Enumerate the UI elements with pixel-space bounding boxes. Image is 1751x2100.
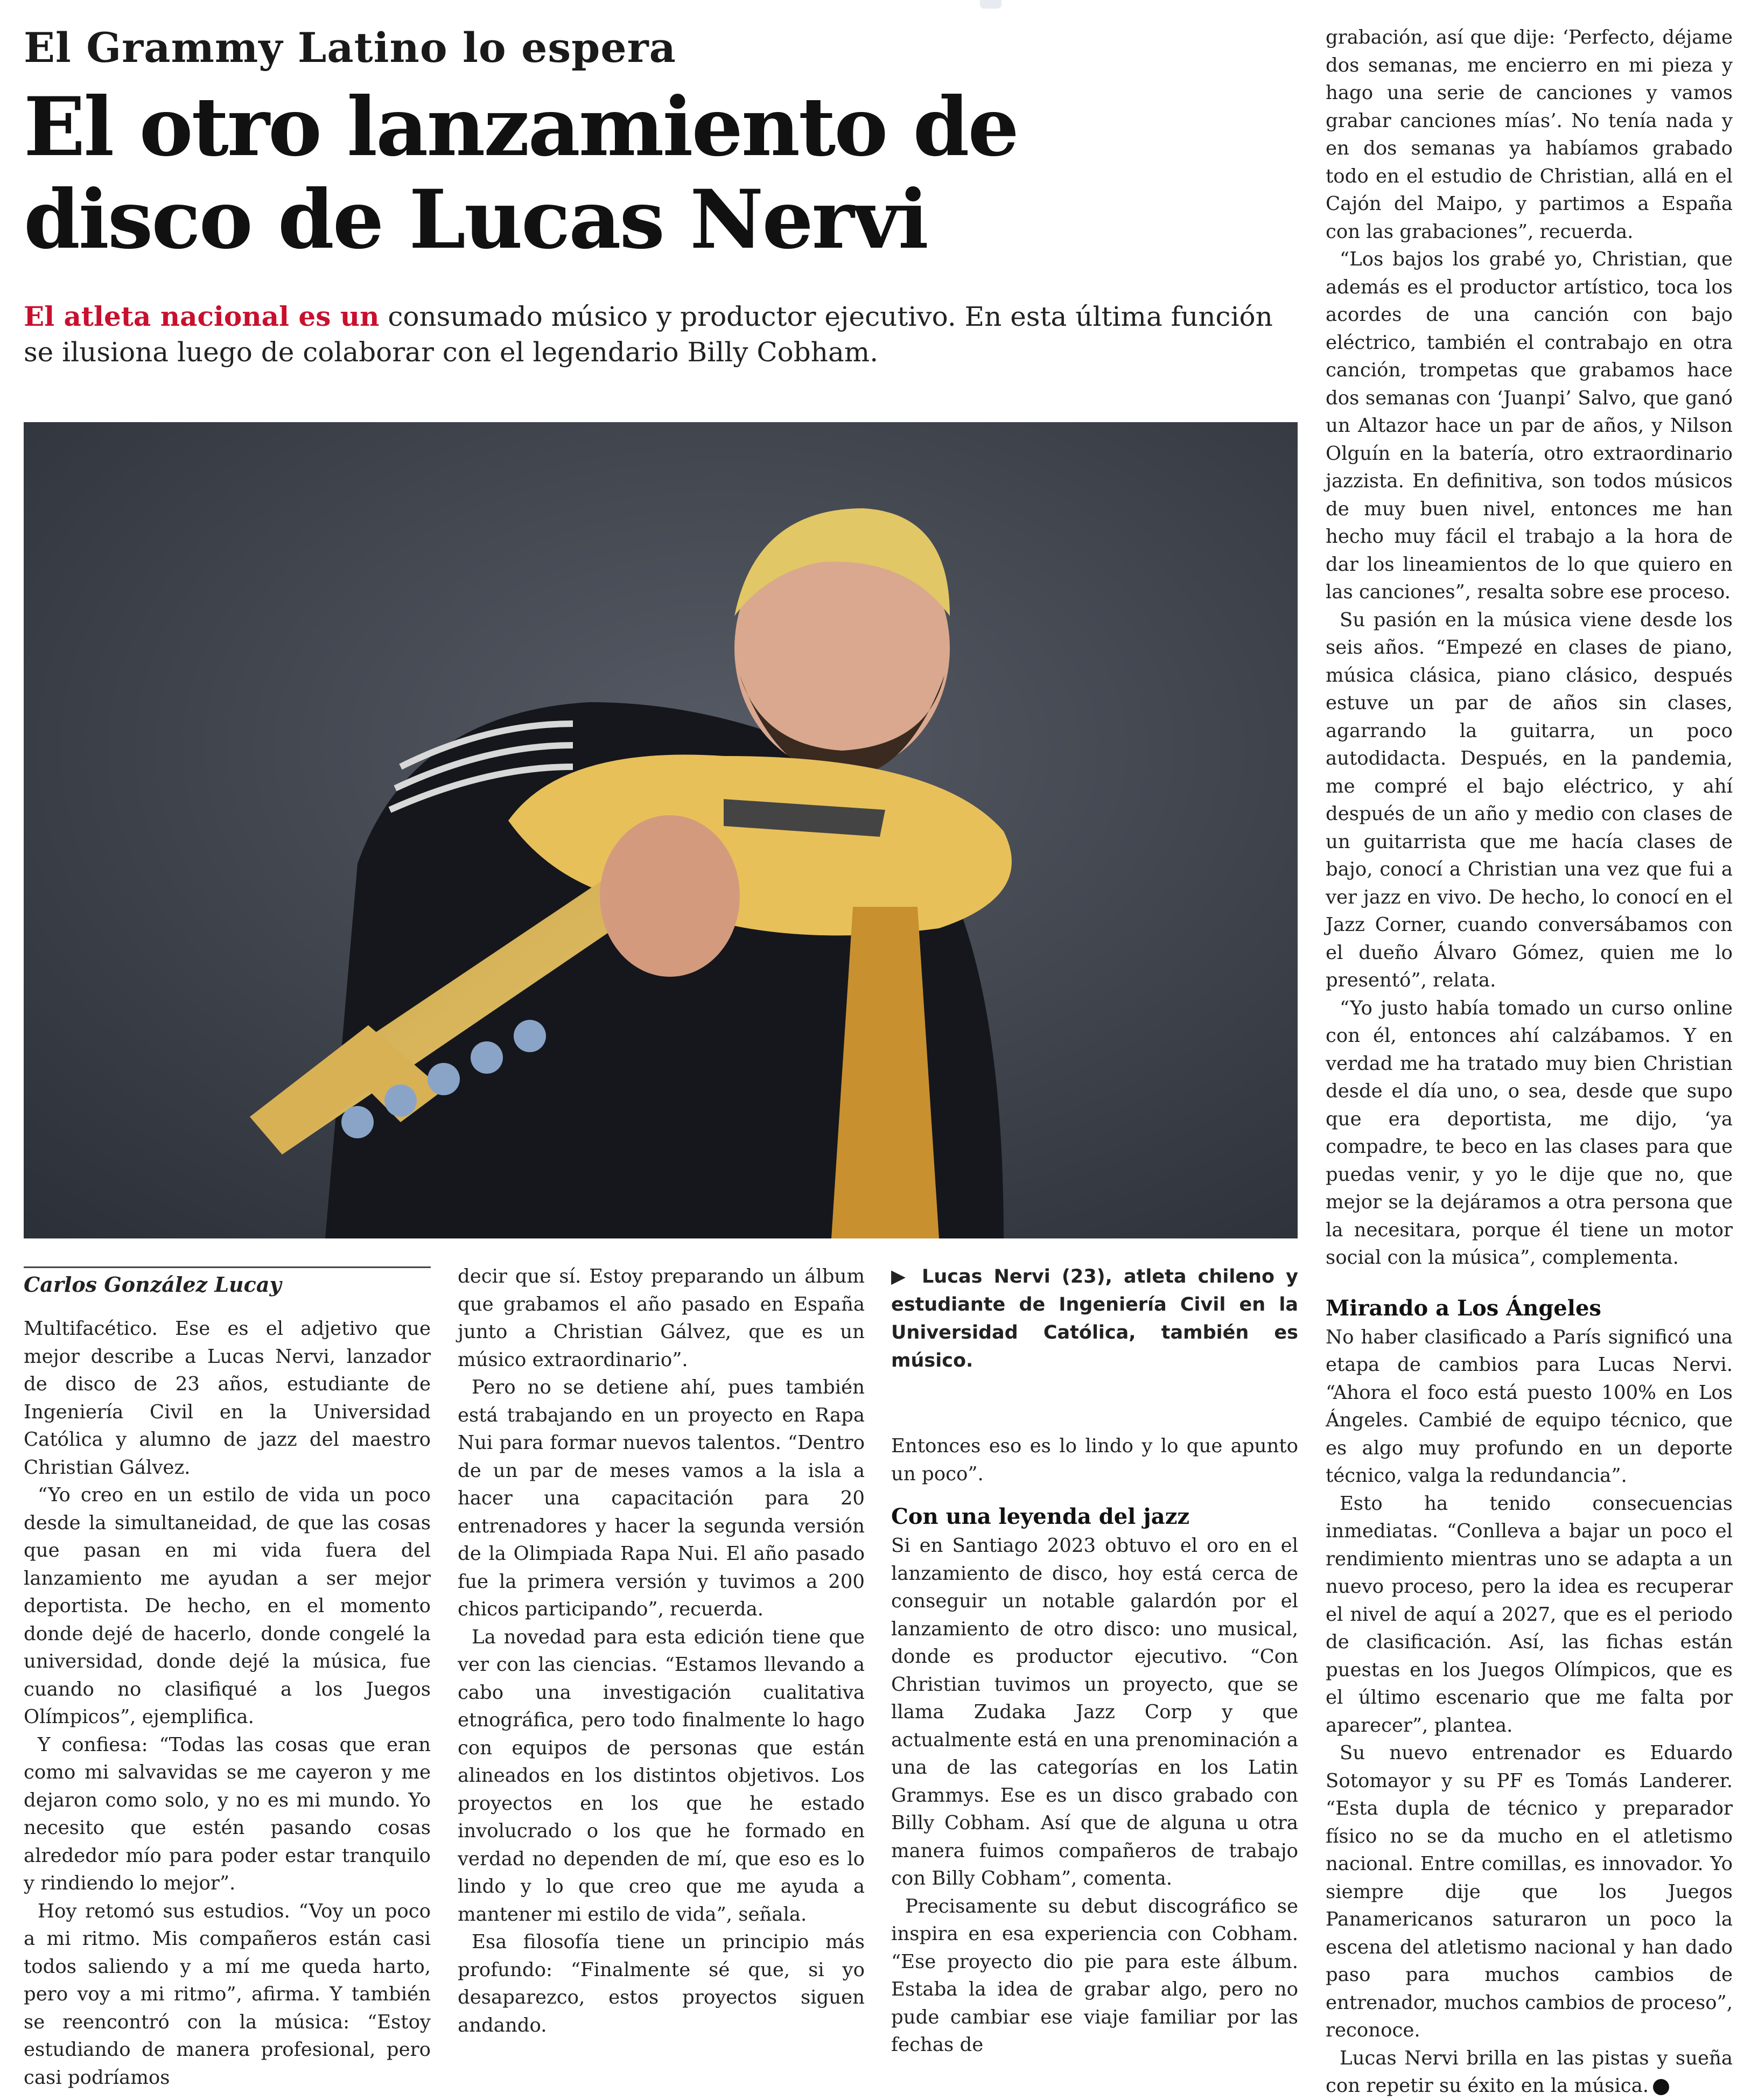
article-column-3 <box>891 1432 1298 2056</box>
end-mark-icon <box>1653 2079 1669 2095</box>
photo-illustration <box>24 422 1298 1238</box>
paragraph: grabación, así que dije: ‘Perfecto, déjame dos semanas, me encierro en mi pieza y hago una serie de canciones y vamos grabar canciones mías’. No tenía nada y en dos semanas ya habíamos grabado todo en el estudio de Christian, allá en el Cajón del Maipo, y partimos a España con las grabaciones”, recuerda. <box>1326 26 1733 243</box>
paragraph: Pero no se detiene ahí, pues también está trabajando en un proyecto en Rapa Nui para formar nuevos talentos. “Dentro de un par de meses vamos a la isla a hacer una capacitación para 20 entrenadores y hacer la segunda versión de la Olimpiada Rapa Nui. El año pasado fue la primera versión y tuvimos a 200 chicos participando”, recuerda. <box>458 1376 865 1620</box>
paragraph: decir que sí. Estoy preparando un álbum que grabamos el año pasado en España junto a Christian Gálvez, que es un músico extraordinario”. <box>458 1265 865 1371</box>
section-heading: Con una leyenda del jazz <box>891 1504 1190 1529</box>
paragraph: Multifacético. Ese es el adjetivo que mejor describe a Lucas Nervi, lanzador de disco de 23 años, estudiante de Ingeniería Civil en la Universidad Católica y alumno de jazz del maestro Christian Gálvez. <box>24 1318 431 1479</box>
closing-text: Lucas Nervi brilla en las pistas y sueña con repetir su éxito en la música. <box>1326 2047 1733 2097</box>
paragraph: Esa filosofía tiene un principio más profundo: “Finalmente sé que, si yo desaparezco, estos proyectos siguen andando. <box>458 1931 865 2036</box>
paragraph: Si en Santiago 2023 obtuvo el oro en el lanzamiento de disco, hoy está cerca de conseguir un notable galardón por el lanzamiento de otro disco: uno musical, donde es productor ejecutivo. “Con Christian tuvimos un proyecto, que se llama Zudaka Jazz Corp y que actualmente está en una prenominación a una de las categorías en los Latin Grammys. Ese es un disco grabado con Billy Cobham. Así que de alguna u otra manera fuimos compañeros de trabajo con Billy Cobham”, comenta. <box>891 1535 1298 1889</box>
paragraph: Precisamente su debut discográfico se inspira en esa experiencia con Cobham. “Ese proyecto dio pie para este álbum. Estaba la idea de grabar algo, pero no pude cambiar ese viaje familiar por las fechas de <box>891 1895 1298 2056</box>
paragraph: Su pasión en la música viene desde los seis años. “Empezé en clases de piano, música clásica, piano clásico, después estuve un par de años sin clases, agarrando la guitarra, un poco autodidacta. Después, en la pandemia, me compré el bajo eléctrico, y ahí después de un año y medio con clases de un guitarrista que me hacía clases de bajo, conocí a Christian una vez que fui a ver jazz en vivo. De hecho, lo conocí en el Jazz Corner, cuando conversábamos con el dueño Álvaro Gómez, quien me lo presentó”, relata. <box>1326 608 1733 991</box>
paragraph: Hoy retomó sus estudios. “Voy un poco a mi ritmo. Mis compañeros están casi todos saliendo y a mí me queda harto, pero voy a mi ritmo”, afirma. Y también se reencontró con la música: “Estoy estudiando de manera profesional, pero casi podríamos <box>24 1900 431 2089</box>
deck-lead: El atleta nacional es un <box>24 300 380 332</box>
paragraph: “Yo creo en un estilo de vida un poco desde la simultaneidad, de que las cosas que pasan en mi vida fuera del lanzamiento me ayudan a ser mejor deportista. De hecho, en el momento donde dejé de hacerlo, donde congelé la universidad, donde dejé la música, fue cuando no clasifiqué a los Juegos Olímpicos”, ejemplifica. <box>24 1484 431 1728</box>
headline: El otro lanzamiento de disco de Lucas Nervi <box>24 80 1018 267</box>
paragraph: “Yo justo había tomado un curso online con él, entonces ahí calzábamos. Y en verdad me ha tratado muy bien Christian desde el día uno, o sea, desde que supo que era deportista, me dijo, ‘ya compadre, te beco en las clases para que puedas venir, y yo le dije que no, que mejor se la dejáramos a otra persona que la necesitara, porque él tiene un motor social con la música”, complementa. <box>1326 997 1733 1269</box>
section-heading: Mirando a Los Ángeles <box>1326 1295 1601 1321</box>
deck-text: consumado músico y productor ejecutivo. En esta última función se ilusiona luego de colaborar con el legendario Billy Cobham. <box>24 301 1273 368</box>
deck <box>24 299 1289 370</box>
byline: Carlos González Lucay <box>24 1266 431 1297</box>
paragraph: Esto ha tenido consecuencias inmediatas. “Conlleva a bajar un poco el rendimiento mientras uno se adapta a un nuevo proceso, pero la idea es recuperar el nivel de aquí a 2027, que es el periodo de clasificación. Así, las fichas están puestas en los Juegos Olímpicos, que es el último escenario que me falta por aparecer”, plantea. <box>1326 1492 1733 1737</box>
kicker: El Grammy Latino lo espera <box>24 24 676 72</box>
paragraph: No haber clasificado a París significó una etapa de cambios para Lucas Nervi. “Ahora el foco está puesto 100% en Los Ángeles. Cambié de equipo técnico, que es algo muy profundo en un deporte técnico, valga la redundancia”. <box>1326 1326 1733 1487</box>
article-column-1 <box>24 1315 431 2089</box>
paragraph: Entonces eso es lo lindo y lo que apunto un poco”. <box>891 1435 1298 1485</box>
paragraph: Su nuevo entrenador es Eduardo Sotomayor y su PF es Tomás Landerer. “Esta dupla de técnico y preparador físico no se da mucho en el atletismo nacional. Entre comillas, es innovador. Yo siempre dije que los Juegos Panamericanos saturaron un poco la escena del atletismo nacional y han dado paso para muchos cambios de entrenador, muchos cambios de proceso”, reconoce. <box>1326 1742 1733 2041</box>
photo-caption: ▶ Lucas Nervi (23), atleta chileno y estudiante de Ingeniería Civil en la Universidad Católica, también es músico. <box>891 1266 1298 1371</box>
article-column-2 <box>458 1263 865 2036</box>
paragraph: Y confiesa: “Todas las cosas que eran como mi salvavidas se me cayeron y me dejaron como solo, y no es mi mundo. Yo necesito que estén pasando cosas alrededor mío para poder estar tranquilo y rindiendo lo mejor”. <box>24 1733 431 1894</box>
article-photo <box>24 422 1298 1238</box>
article-column-4 <box>1326 24 1733 2097</box>
paragraph <box>1326 2045 1733 2100</box>
page-edge-mark <box>980 0 1001 9</box>
paragraph: La novedad para esta edición tiene que ver con las ciencias. “Estamos llevando a cabo una investigación cualitativa etnográfica, pero todo finalmente lo hago con equipos de personas que están alineados en los distintos objetivos. Los proyectos en los que he estado involucrado o los que he formado en verdad no dependen de mí, que eso es lo lindo y lo que creo que me ayuda a mantener mi estilo de vida”, señala. <box>458 1626 865 1926</box>
paragraph: “Los bajos los grabé yo, Christian, que además es el productor artístico, toca los acordes de una canción con bajo eléctrico, también el contrabajo en otra canción, trompetas que grabamos hace dos semanas con ‘Juanpi’ Salvo, que ganó un Altazor hace un par de años, y Nilson Olguín en la batería, otro extraordinario jazzista. En definitiva, son todos músicos de muy buen nivel, entonces me han hecho muy fácil el trabajo a la hora de dar los lineamientos de lo que quiero en las canciones”, resalta sobre ese proceso. <box>1326 248 1733 603</box>
